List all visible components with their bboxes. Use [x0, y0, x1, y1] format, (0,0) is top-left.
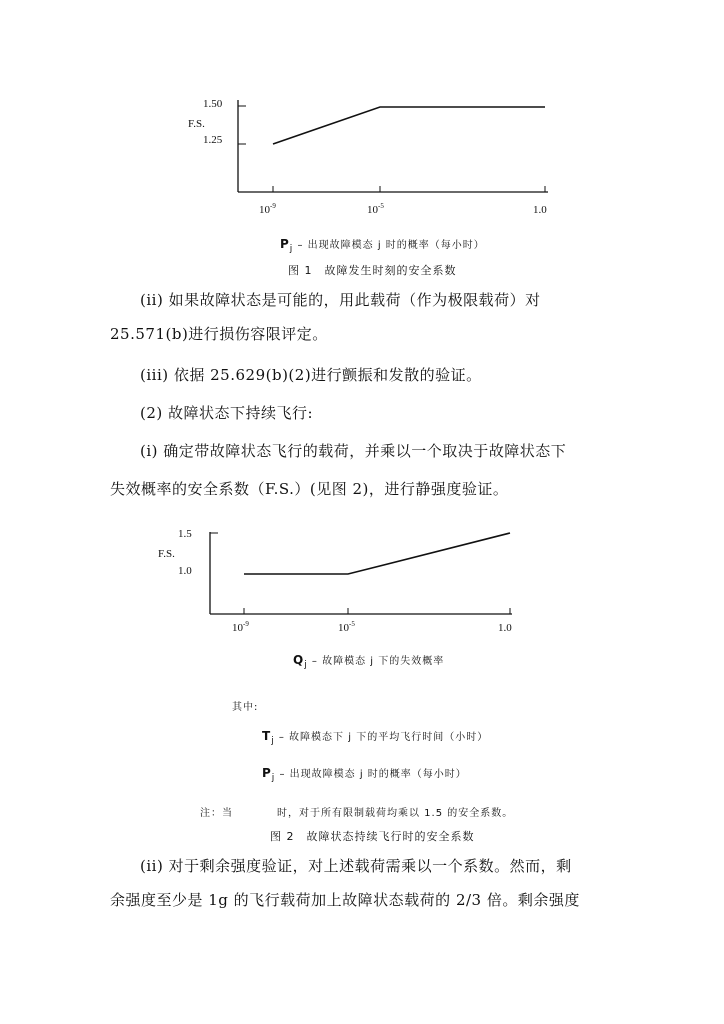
fig1-x-axis-legend: Pj – 出现故障模态 j 时的概率（每小时）: [280, 237, 485, 254]
fig2-x-tick-label-1: $10^{-9}$: [232, 620, 249, 634]
fig2-caption: 图 2 故障状态持续飞行时的安全系数: [270, 830, 475, 843]
fig2-note: 注：当 时，对于所有限制载荷均乘以 1.5 的安全系数。: [200, 808, 514, 819]
paragraph-ii-residual-line2: 余强度至少是 1g 的飞行载荷加上故障状态载荷的 2/3 倍。剩余强度: [110, 891, 580, 909]
fig1-y-axis-label: F.S.: [188, 118, 205, 130]
paragraph-ii-residual-line1: (ii) 对于剩余强度验证，对上述载荷需乘以一个系数。然而，剩: [140, 857, 572, 875]
fig1-y-tick-label-125: 1.25: [203, 134, 223, 146]
fig2-y-axis-label: F.S.: [158, 548, 175, 560]
paragraph-iii: (iii) 依据 25.629(b)(2)进行颤振和发散的验证。: [140, 366, 482, 384]
fig2-t-definition: Tj – 故障模态下 j 下的平均飞行时间（小时）: [262, 729, 489, 746]
fig2-y-tick-label-15: 1.5: [178, 528, 192, 540]
paragraph-ii-line2: 25.571(b)进行损伤容限评定。: [110, 325, 328, 343]
fig2-x-tick-label-2: $10^{-5}$: [338, 620, 355, 634]
paragraph-i-line2: 失效概率的安全系数（F.S.）(见图 2)，进行静强度验证。: [110, 480, 509, 498]
fig1-x-tick-label-3: 1.0: [533, 204, 547, 216]
fig2-x-tick-label-3: 1.0: [498, 622, 512, 634]
fig2-series-line: [244, 533, 510, 574]
fig1-caption: 图 1 故障发生时刻的安全系数: [288, 264, 457, 277]
fig1-x-tick-label-2: $10^{-5}$: [367, 202, 384, 216]
paragraph-i-line1: (i) 确定带故障状态飞行的载荷，并乘以一个取决于故障状态下: [140, 442, 567, 460]
fig2-x-axis-legend: Qj – 故障模态 j 下的失效概率: [293, 653, 445, 670]
fig1-x-tick-label-1: $10^{-9}$: [259, 202, 276, 216]
paragraph-2-heading: (2) 故障状态下持续飞行:: [140, 404, 314, 422]
fig2-where-label: 其中:: [232, 702, 259, 713]
paragraph-ii-line1: (ii) 如果故障状态是可能的，用此载荷（作为极限载荷）对: [140, 291, 541, 309]
fig2-p-definition: Pj – 出现故障模态 j 时的概率（每小时）: [262, 766, 467, 783]
fig2-y-tick-label-10: 1.0: [178, 565, 192, 577]
fig1-y-tick-label-150: 1.50: [203, 98, 223, 110]
